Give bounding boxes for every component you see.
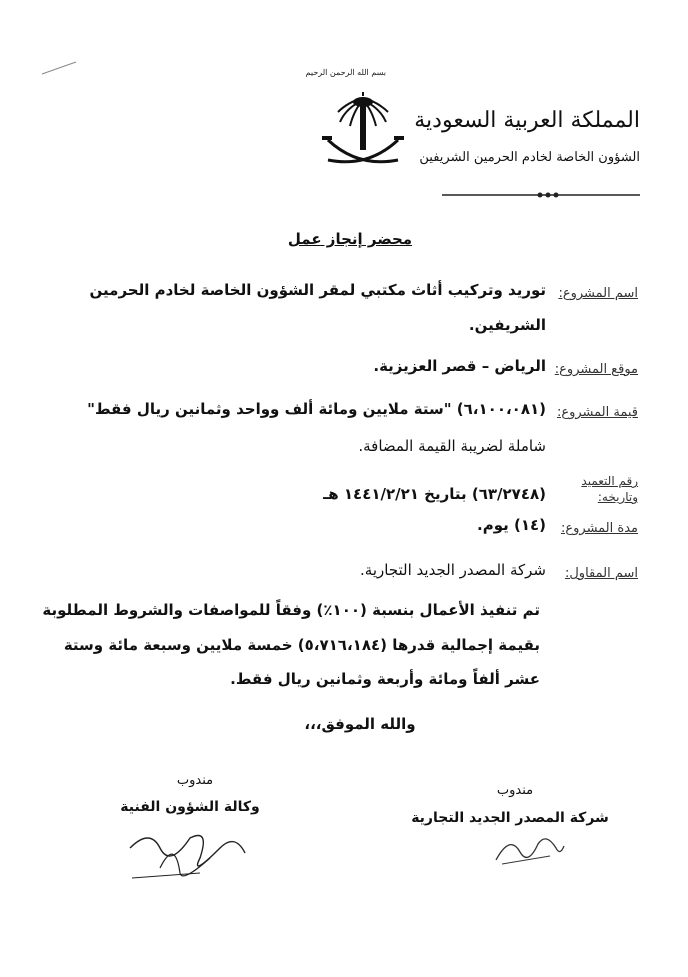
right-rep-label: مندوب bbox=[496, 783, 534, 798]
commitment-value: (٦٣/٢٧٤٨) بتاريخ ١٤٤١/٢/٢١ هـ bbox=[323, 485, 546, 503]
basmala: بسم الله الرحمن الرحيم bbox=[305, 68, 386, 77]
value-label: قيمة المشروع: bbox=[556, 405, 638, 420]
location-label: موقع المشروع: bbox=[554, 362, 638, 377]
commitment-label-line2: وتاريخه: bbox=[597, 490, 638, 504]
header-rule bbox=[440, 188, 645, 202]
value-line1: (٦،١٠٠،٠٨١) "ستة ملايين ومائة ألف وواحد وثمانين ريال فقط" bbox=[87, 400, 546, 418]
right-signature-icon bbox=[490, 826, 570, 870]
location-value: الرياض – قصر العزيزية. bbox=[373, 357, 546, 375]
closing: والله الموفق،،، bbox=[304, 715, 416, 733]
project-name-line1: توريد وتركيب أثاث مكتبي لمقر الشؤون الخاصة لخادم الحرمين bbox=[89, 281, 546, 299]
left-org: وكالة الشؤون الفنية bbox=[120, 799, 260, 815]
duration-label: مدة المشروع: bbox=[560, 521, 638, 536]
left-rep-label: مندوب bbox=[176, 773, 214, 788]
value-line2: شاملة لضريبة القيمة المضافة. bbox=[358, 437, 546, 455]
body-line2: بقيمة إجمالية قدرها (٥،٧١٦،١٨٤) خمسة ملايين وسبعة مائة وستة bbox=[63, 636, 540, 654]
kingdom-name: المملكة العربية السعودية bbox=[414, 108, 640, 133]
project-name-line2: الشريفين. bbox=[468, 316, 546, 334]
stray-mark bbox=[40, 58, 80, 78]
document-title: محضر إنجاز عمل bbox=[287, 230, 413, 248]
project-name-label: اسم المشروع: bbox=[558, 286, 638, 301]
body-line3: عشر ألفاً ومائة وأربعة وثمانين ريال فقط. bbox=[230, 670, 540, 688]
contractor-label: اسم المقاول: bbox=[564, 566, 638, 581]
right-org: شركة المصدر الجديد التجارية bbox=[411, 810, 609, 826]
agency-name: الشؤون الخاصة لخادم الحرمين الشريفين bbox=[419, 150, 640, 165]
duration-value: (١٤) يوم. bbox=[477, 516, 546, 534]
body-line1: تم تنفيذ الأعمال بنسبة (١٠٠٪) وفقاً للمواصفات والشروط المطلوبة bbox=[42, 601, 540, 619]
contractor-value: شركة المصدر الجديد التجارية. bbox=[360, 561, 546, 579]
left-signature-icon bbox=[120, 818, 260, 888]
commitment-label-line1: رقم التعميد bbox=[581, 474, 638, 488]
saudi-emblem-icon bbox=[318, 88, 408, 188]
